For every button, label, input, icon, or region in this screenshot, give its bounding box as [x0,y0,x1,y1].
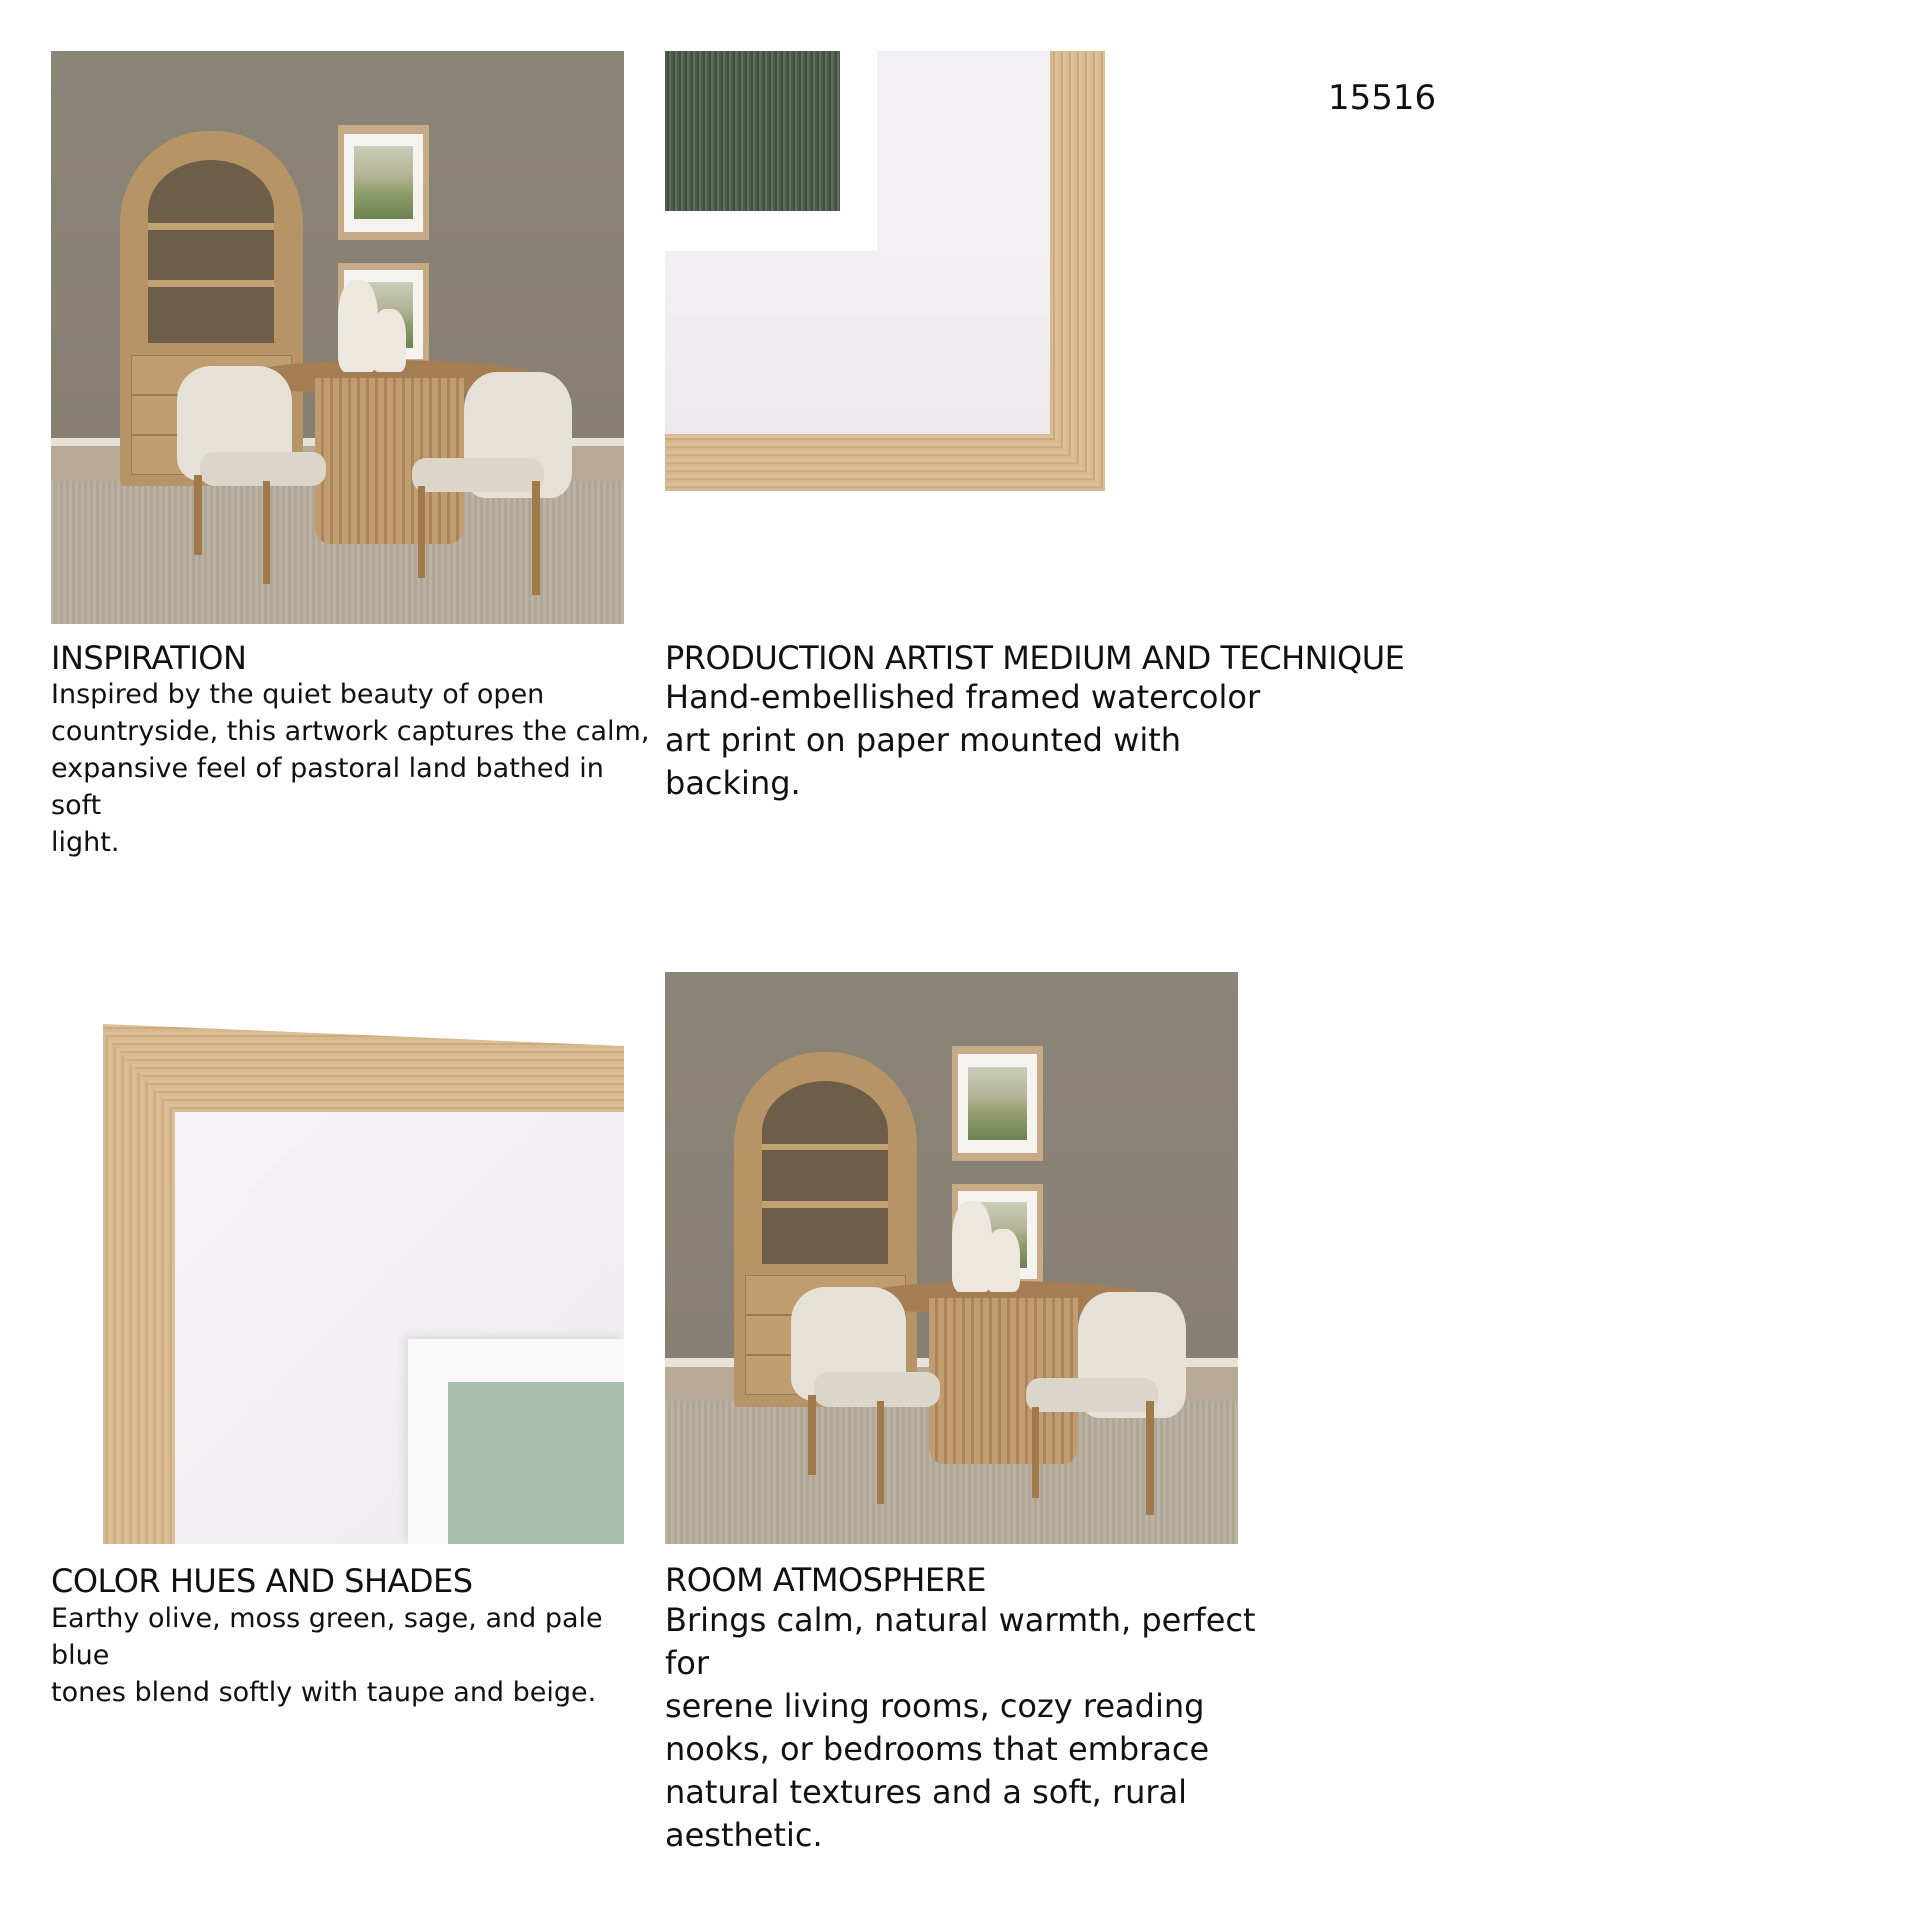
inspiration-title: INSPIRATION [51,639,247,677]
color-text: Earthy olive, moss green, sage, and pale blue tones blend softly with taupe and beige. [51,1603,603,1708]
artwork-detail-pale [448,1382,624,1544]
artwork-detail [665,51,840,211]
frame-corner-closeup [665,51,1105,491]
production-title: PRODUCTION ARTIST MEDIUM AND TECHNIQUE [665,639,1405,677]
framed-art-upper [338,125,430,240]
production-text: Hand-embellished framed watercolor art print on paper mounted with backing. [665,678,1261,802]
frame-right-edge [1050,51,1105,491]
frame-corner-closeup-2 [103,1024,624,1544]
room-atmosphere-title: ROOM ATMOSPHERE [665,1561,986,1599]
inspiration-text: Inspired by the quiet beauty of open countryside, this artwork captures the calm, expansive feel of pastoral land bathed in soft light. [51,679,650,858]
room-atmosphere-photo [665,972,1238,1544]
room-atmosphere-text: Brings calm, natural warmth, perfect for serene living rooms, cozy reading nooks, or bedrooms that embrace natural textures and a soft, rural aesthetic. [665,1601,1256,1854]
product-number: 15516 [1328,78,1437,118]
room-scene-photo [51,51,624,624]
frame-left-edge [103,1034,175,1544]
frame-bottom-edge [665,434,1105,491]
color-title: COLOR HUES AND SHADES [51,1562,473,1600]
